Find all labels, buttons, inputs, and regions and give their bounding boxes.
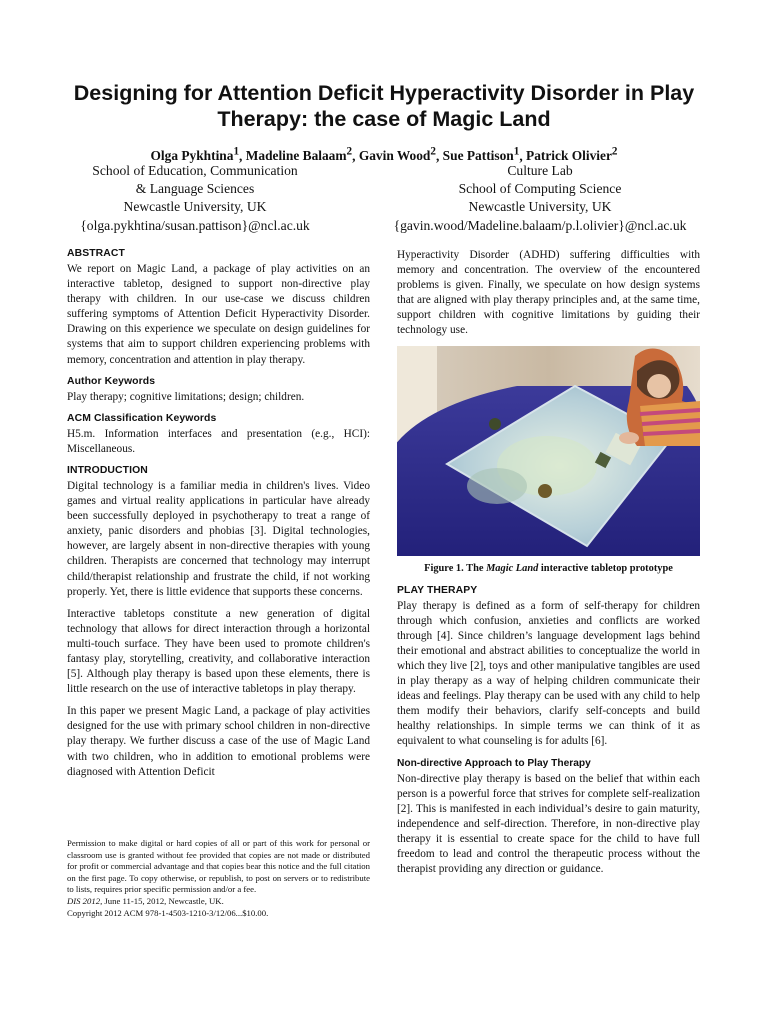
- author-1: Olga Pykhtina$^1$: [150, 146, 240, 164]
- author-2: Madeline Balaam$^2$: [245, 146, 353, 164]
- author-4: Sue Pattison$^1$: [442, 146, 520, 164]
- play-therapy-text: Play therapy is defined as a form of self-therapy for children through which confusion, anxieties and conflicts are worked through [4]. Since children’s language development lags behind their emotional and abstract abilities to conceptualize the world in which they live [2], toys and other manipulative tangibles are used in play therapy as a way of helping children communicate their ideas and feelings. Play therapy can be used with any child to help them modify their behaviors, clarify self-concepts and build healthy relationships. In simple terms we can think of it as equivalent to what counseling is for adults [6].: [397, 599, 700, 748]
- right-column: [397, 248, 700, 884]
- figure-caption: Figure 1. The Magic Land interactive tabletop prototype: [424, 562, 673, 574]
- author-keywords-heading: Author Keywords: [67, 375, 156, 387]
- permission-text: Permission to make digital or hard copies of all or part of this work for personal or classroom use is granted without fee provided that copies are not made or distributed for profit or commercial advantage and that copies bear this notice and the full citation on the first page. To copy otherwise, or republish, to post on servers or to redistribute to lists, requires prior specific permission and/or a fee.: [67, 838, 370, 895]
- permission-notice: [67, 838, 370, 919]
- introduction-paragraph-3: In this paper we present Magic Land, a package of play activities designed for the use with primary school children in non-directive play therapy. We further discuss a case of the use of Magic Land with two children, who in addition to emotional problems were diagnosed with Attention Deficit: [67, 705, 370, 778]
- play-therapy-heading: PLAY THERAPY: [397, 584, 478, 596]
- author-keywords-text: Play therapy; cognitive limitations; design; children.: [67, 390, 305, 403]
- affiliation-email: {olga.pykhtina/susan.pattison}@ncl.ac.uk: [80, 217, 310, 233]
- affiliation-right: [370, 162, 710, 235]
- affiliation-line: Newcastle University, UK: [123, 199, 267, 215]
- affiliation-left: [60, 162, 330, 235]
- abstract-heading: ABSTRACT: [67, 248, 125, 259]
- non-directive-heading: Non-directive Approach to Play Therapy: [397, 757, 591, 769]
- introduction-paragraph-3-continued: Hyperactivity Disorder (ADHD) suffering difficulties with memory and concentration. The overview of the encountered problems is given. Finally, we speculate on how design systems that are aligned with play therapy principles and, at the same time, support children with cognitive limitations by guiding their technology use.: [397, 249, 700, 337]
- acm-keywords-heading: ACM Classification Keywords: [67, 412, 217, 424]
- abstract-text: We report on Magic Land, a package of play activities on an interactive tabletop, designed to support non-directive play therapy with children. In our use-case we discuss children suffering symptoms of Attention Deficit Hyperactivity Disorder. Drawing on this experience we speculate on design guidelines for systems that aim to support children experiencing problems with memory, concentration and attention in play therapy.: [67, 263, 370, 366]
- affiliation-line: Culture Lab: [507, 163, 573, 178]
- affiliation-line: Newcastle University, UK: [468, 199, 612, 215]
- left-column: [67, 247, 370, 787]
- author-3: Gavin Wood$^2$: [358, 146, 436, 164]
- introduction-heading: INTRODUCTION: [67, 464, 148, 476]
- figure-photo: [397, 346, 700, 556]
- introduction-paragraph-2: Interactive tabletops constitute a new generation of digital technology that allows for direct interaction through a horizontal multi-touch surface. They have been used to promote children's fantasy play, storytelling, creativity, and collaborative interaction [5]. Although play therapy is based upon these elements, there is little research on the use of interactive tabletops in play therapy.: [67, 607, 370, 696]
- magic-land-tabletop-photo: [397, 346, 700, 556]
- affiliation-line: School of Education, Communication: [92, 163, 298, 178]
- introduction-paragraph-1: Digital technology is a familiar media in children's lives. Video games and virtual reality applications in particular have already been successfully deployed in psychotherapy to treat a range of anxiety, panic disorders and phobias [3]. Digital technologies, however, are largely absent in non-directive therapies with young children. Therapists are concerned that technology may interrupt child/therapist relationship and frustrate the child, if not working properly. Yet, there is little evidence that supports these concerns.: [67, 479, 370, 598]
- affiliation-line: School of Computing Science: [458, 181, 622, 197]
- affiliation-email: {gavin.wood/Madeline.balaam/p.l.olivier}@ncl.ac.uk: [393, 217, 687, 233]
- author-list: Olga Pykhtina$^1$, Madeline Balaam$^2$, Gavin Wood$^2$, Sue Pattison$^1$, Patrick Olivier$^2$: [150, 146, 618, 164]
- author-5: Patrick Olivier$^2$: [526, 146, 618, 164]
- affiliation-line: & Language Sciences: [135, 181, 255, 197]
- venue-line: DIS 2012, June 11-15, 2012, Newcastle, UK.: [67, 895, 224, 906]
- copyright-line: Copyright 2012 ACM 978-1-4503-1210-3/12/06...$10.00.: [67, 907, 269, 918]
- paper-title: Designing for Attention Deficit Hyperactivity Disorder in Play Therapy: the case of Magic Land: [73, 81, 695, 131]
- acm-keywords-text: H5.m. Information interfaces and presentation (e.g., HCI): Miscellaneous.: [67, 427, 370, 455]
- non-directive-text: Non-directive play therapy is based on the belief that within each person is a powerful force that strives for complete self-realization [2]. This is manifested in each individual’s desire to gain maturity, independence and self-direction. Therefore, in non-directive play therapy it is essential to create space for the child to have full freedom to lead and control the therapeutic process without the therapist providing any direction or guidance.: [397, 772, 700, 876]
